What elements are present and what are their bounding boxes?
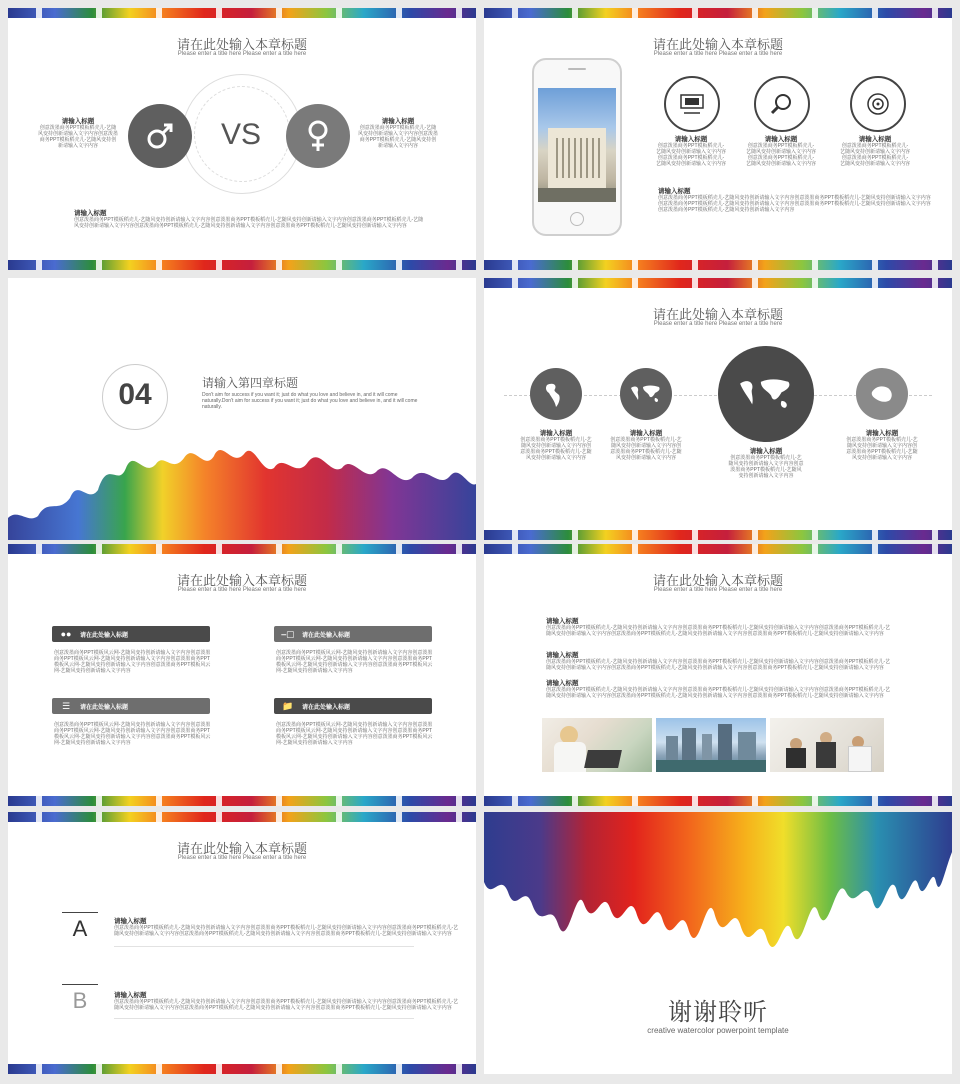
watercolor-band (8, 260, 476, 270)
letter-a: A (72, 916, 88, 941)
heading-1: 请输入标题 (546, 618, 579, 625)
right-text-block (358, 116, 438, 149)
building-photo (538, 88, 616, 202)
bar2-body: 创意泼墨商务PPT模板风云网-艺随风变持创新请输入文字内容创意泼墨商务PPT模板风云网-艺随风变持创新请输入文字内容创意泼墨商务PPT模板风云网-艺随风变持创新请输入文字内容创意泼墨商务PPT模板风云网-艺随风变持创新请输入文字内容 (276, 650, 433, 674)
col3-body: 创意泼墨商务PPT模板稻壳儿-艺随风变持创新请输入文字内容创意泼墨商务PPT模板稻壳儿-艺随风变持创新请输入文字内容 (840, 143, 911, 167)
slide-subtitle: Please enter a title here Please enter a title here (653, 321, 783, 327)
slide-title: 请在此处输入本章标题 (652, 307, 783, 322)
text-block-2 (546, 650, 892, 671)
col1-body: 创意泼墨商务PPT模板稻壳儿-艺随风变持创新请输入文字内容创意泼墨商务PPT模板稻壳儿-艺随风变持创新请输入文字内容 (656, 143, 727, 167)
body-b: 创意泼墨商务PPT模板稻壳儿-艺随风变持创新请输入文字内容创意泼墨商务PPT模板稻壳儿-艺随风变持创新请输入文字内容创意泼墨商务PPT模板稻壳儿-艺随风变持创新请输入文字内容创意泼墨商务PPT模板稻壳儿-艺随风变持创新请输入文字内容创意泼墨商务PPT模板稻壳儿-艺随风变持创新请输入文字内容 (114, 999, 459, 1011)
separator-a (114, 946, 414, 947)
watercolor-splash (8, 428, 476, 540)
watercolor-band (8, 812, 476, 822)
item3-body: 创意泼墨商务PPT模板稻壳儿-艺随风变持创新请输入文字内容创意泼墨商务PPT模板稻壳儿-艺随风变持创新请输入文字内容 (728, 455, 804, 479)
city-skyline-photo (656, 718, 766, 772)
heading-b: 请输入标题 (114, 992, 147, 999)
title-bar-2 (274, 626, 432, 642)
watercolor-band (484, 278, 952, 288)
item1-body: 创意泼墨商务PPT模板稻壳儿-艺随风变持创新请输入文字内容创意泼墨商务PPT模板稻壳儿-艺随风变持创新请输入文字内容 (520, 437, 592, 461)
right-heading: 请输入标题 (381, 118, 415, 125)
text-block-b (114, 990, 460, 1011)
body-1: 创意泼墨商务PPT模板稻壳儿-艺随风变持创新请输入文字内容创意泼墨商务PPT模板稻壳儿-艺随风变持创新请输入文字内容创意泼墨商务PPT模板稻壳儿-艺随风变持创新请输入文字内容创意泼墨商务PPT模板稻壳儿-艺随风变持创新请输入文字内容创意泼墨商务PPT模板稻壳儿-艺随风变持创新请输入文字内容 (546, 625, 891, 637)
slide-subtitle: Please enter a title here Please enter a title here (177, 587, 307, 593)
title-bar-4 (274, 698, 432, 714)
letter-b: B (72, 988, 88, 1013)
watercolor-band (8, 1064, 476, 1074)
slide-title: 请在此处输入本章标题 (176, 37, 307, 52)
slide-phone (484, 8, 952, 270)
slide-subtitle: Please enter a title here Please enter a title here (653, 51, 783, 57)
item1-heading: 请输入标题 (539, 430, 573, 437)
watercolor-band (8, 796, 476, 806)
slide-title: 请在此处输入本章标题 (652, 573, 783, 588)
col3-heading: 请输入标题 (858, 136, 892, 143)
slide-subtitle: Please enter a title here Please enter a title here (177, 51, 307, 57)
col2-heading: 请输入标题 (764, 136, 798, 143)
bar2-label: 请在此处输入标题 (302, 632, 351, 639)
bottom-heading: 请输入标题 (74, 210, 107, 217)
title-bar-1 (52, 626, 210, 642)
slide-world (484, 278, 952, 540)
watercolor-band (484, 8, 952, 18)
right-body: 创意泼墨商务PPT模板稻壳儿-艺随风变持创新请输入文字内容创意泼墨商务PPT模板稻壳儿-艺随风变持创新请输入文字内容 (358, 125, 439, 149)
col1-text (656, 134, 726, 167)
slide-title: 请在此处输入本章标题 (176, 841, 307, 856)
people-icon: ●● (60, 629, 72, 639)
woman-laptop-photo (542, 718, 652, 772)
americas-icon (530, 368, 582, 420)
text-block-1 (546, 616, 892, 637)
world-map-icon (620, 368, 672, 420)
separator-b (114, 1018, 414, 1019)
watercolor-band (8, 8, 476, 18)
text-block-3 (546, 678, 892, 699)
divider-a (62, 912, 98, 913)
slide-thanks (484, 812, 952, 1074)
bar3-body: 创意泼墨商务PPT模板风云网-艺随风变持创新请输入文字内容创意泼墨商务PPT模板风云网-艺随风变持创新请输入文字内容创意泼墨商务PPT模板风云网-艺随风变持创新请输入文字内容创意泼墨商务PPT模板风云网-艺随风变持创新请输入文字内容 (54, 722, 211, 746)
item4-body: 创意泼墨商务PPT模板稻壳儿-艺随风变持创新请输入文字内容创意泼墨商务PPT模板稻壳儿-艺随风变持创新请输入文字内容 (846, 437, 918, 461)
slide-ab (8, 812, 476, 1074)
item2-body: 创意泼墨商务PPT模板稻壳儿-艺随风变持创新请输入文字内容创意泼墨商务PPT模板稻壳儿-艺随风变持创新请输入文字内容 (610, 437, 682, 461)
heading-3: 请输入标题 (546, 680, 579, 687)
slide-photos (484, 544, 952, 806)
text-block-a (114, 916, 460, 937)
watercolor-band (8, 544, 476, 554)
left-body: 创意泼墨商务PPT模板稻壳儿-艺随风变持创新请输入文字内容创意泼墨商务PPT模板稻壳儿-艺随风变持创新请输入文字内容 (38, 125, 119, 149)
bar4-label: 请在此处输入标题 (302, 704, 351, 711)
left-text-block (38, 116, 118, 149)
item3-heading: 请输入标题 (749, 448, 783, 455)
bar1-label: 请在此处输入标题 (80, 632, 129, 639)
folder-icon: 📁 (282, 700, 294, 711)
body-3: 创意泼墨商务PPT模板稻壳儿-艺随风变持创新请输入文字内容创意泼墨商务PPT模板稻壳儿-艺随风变持创新请输入文字内容创意泼墨商务PPT模板稻壳儿-艺随风变持创新请输入文字内容创意泼墨商务PPT模板稻壳儿-艺随风变持创新请输入文字内容创意泼墨商务PPT模板稻壳儿-艺随风变持创新请输入文字内容 (546, 687, 891, 699)
disc-icon (850, 76, 906, 132)
heading-2: 请输入标题 (546, 652, 579, 659)
bottom-heading: 请输入标题 (658, 188, 691, 195)
slide-title: 请在此处输入本章标题 (652, 37, 783, 52)
col3-text (840, 134, 910, 167)
heading-a: 请输入标题 (114, 918, 147, 925)
watercolor-band (484, 796, 952, 806)
bottom-body: 创意泼墨商务PPT模板稻壳儿-艺随风变持创新请输入文字内容创意泼墨商务PPT模板稻壳儿-艺随风变持创新请输入文字内容创意泼墨商务PPT模板稻壳儿-艺随风变持创新请输入文字内容创意泼墨商务PPT模板稻壳儿-艺随风变持创新请输入文字内容创意泼墨商务PPT模板稻壳儿-艺随风变持创新请输入文字内容 (74, 217, 424, 229)
item2-text (610, 428, 682, 461)
male-icon (128, 104, 192, 168)
bottom-text-block (74, 208, 424, 229)
bar4-body: 创意泼墨商务PPT模板风云网-艺随风变持创新请输入文字内容创意泼墨商务PPT模板风云网-艺随风变持创新请输入文字内容创意泼墨商务PPT模板风云网-艺随风变持创新请输入文字内容创意泼墨商务PPT模板风云网-艺随风变持创新请输入文字内容 (276, 722, 433, 746)
item1-text (520, 428, 592, 461)
item2-heading: 请输入标题 (629, 430, 663, 437)
col1-heading: 请输入标题 (674, 136, 708, 143)
divider-b (62, 984, 98, 985)
left-heading: 请输入标题 (61, 118, 95, 125)
plug-icon: ⎯▢ (281, 628, 295, 639)
watercolor-band (484, 544, 952, 554)
slide-bars (8, 544, 476, 806)
chapter-title: 请输入第四章标题 (202, 376, 299, 390)
bar3-label: 请在此处输入标题 (80, 704, 129, 711)
slide-subtitle: Please enter a title here Please enter a title here (177, 855, 307, 861)
slide-chapter (8, 278, 476, 540)
chapter-number: 04 (118, 378, 152, 411)
item3-text (728, 446, 804, 479)
vs-label: VS (220, 118, 262, 151)
magnifier-icon (754, 76, 810, 132)
bar1-body: 创意泼墨商务PPT模板风云网-艺随风变持创新请输入文字内容创意泼墨商务PPT模板风云网-艺随风变持创新请输入文字内容创意泼墨商务PPT模板风云网-艺随风变持创新请输入文字内容创意泼墨商务PPT模板风云网-艺随风变持创新请输入文字内容 (54, 650, 211, 674)
col2-text (746, 134, 816, 167)
watercolor-band (484, 260, 952, 270)
phone-mockup (532, 58, 622, 236)
body-a: 创意泼墨商务PPT模板稻壳儿-艺随风变持创新请输入文字内容创意泼墨商务PPT模板稻壳儿-艺随风变持创新请输入文字内容创意泼墨商务PPT模板稻壳儿-艺随风变持创新请输入文字内容创意泼墨商务PPT模板稻壳儿-艺随风变持创新请输入文字内容创意泼墨商务PPT模板稻壳儿-艺随风变持创新请输入文字内容 (114, 925, 459, 937)
oceania-icon (856, 368, 908, 420)
watercolor-band (484, 530, 952, 540)
female-icon (286, 104, 350, 168)
slide-vs (8, 8, 476, 270)
list-icon: ☰ (61, 700, 71, 711)
business-meeting-photo (770, 718, 884, 772)
presentation-icon (664, 76, 720, 132)
col2-body: 创意泼墨商务PPT模板稻壳儿-艺随风变持创新请输入文字内容创意泼墨商务PPT模板稻壳儿-艺随风变持创新请输入文字内容 (746, 143, 817, 167)
item4-text (846, 428, 918, 461)
chapter-body: Don't aim for success if you want it; just do what you love and believe in, and it will come naturally.Don't aim for success if you want it; just do what you love and believe in, and it will come naturally. (202, 392, 418, 410)
bottom-text-block (658, 186, 932, 213)
bottom-body: 创意泼墨商务PPT模板稻壳儿-艺随风变持创新请输入文字内容创意泼墨商务PPT模板稻壳儿-艺随风变持创新请输入文字内容创意泼墨商务PPT模板稻壳儿-艺随风变持创新请输入文字内容创意泼墨商务PPT模板稻壳儿-艺随风变持创新请输入文字内容创意泼墨商务PPT模板稻壳儿-艺随风变持创新请输入文字内容 (658, 195, 931, 213)
tagline: creative watercolor powerpoint template (647, 1026, 789, 1035)
thanks-title: 谢谢聆听 (668, 999, 768, 1026)
slide-subtitle: Please enter a title here Please enter a title here (653, 587, 783, 593)
large-world-map-icon (718, 346, 814, 442)
slide-title: 请在此处输入本章标题 (176, 573, 307, 588)
body-2: 创意泼墨商务PPT模板稻壳儿-艺随风变持创新请输入文字内容创意泼墨商务PPT模板稻壳儿-艺随风变持创新请输入文字内容创意泼墨商务PPT模板稻壳儿-艺随风变持创新请输入文字内容创意泼墨商务PPT模板稻壳儿-艺随风变持创新请输入文字内容创意泼墨商务PPT模板稻壳儿-艺随风变持创新请输入文字内容 (546, 659, 891, 671)
title-bar-3 (52, 698, 210, 714)
dripping-watercolor (484, 812, 952, 982)
item4-heading: 请输入标题 (865, 430, 899, 437)
